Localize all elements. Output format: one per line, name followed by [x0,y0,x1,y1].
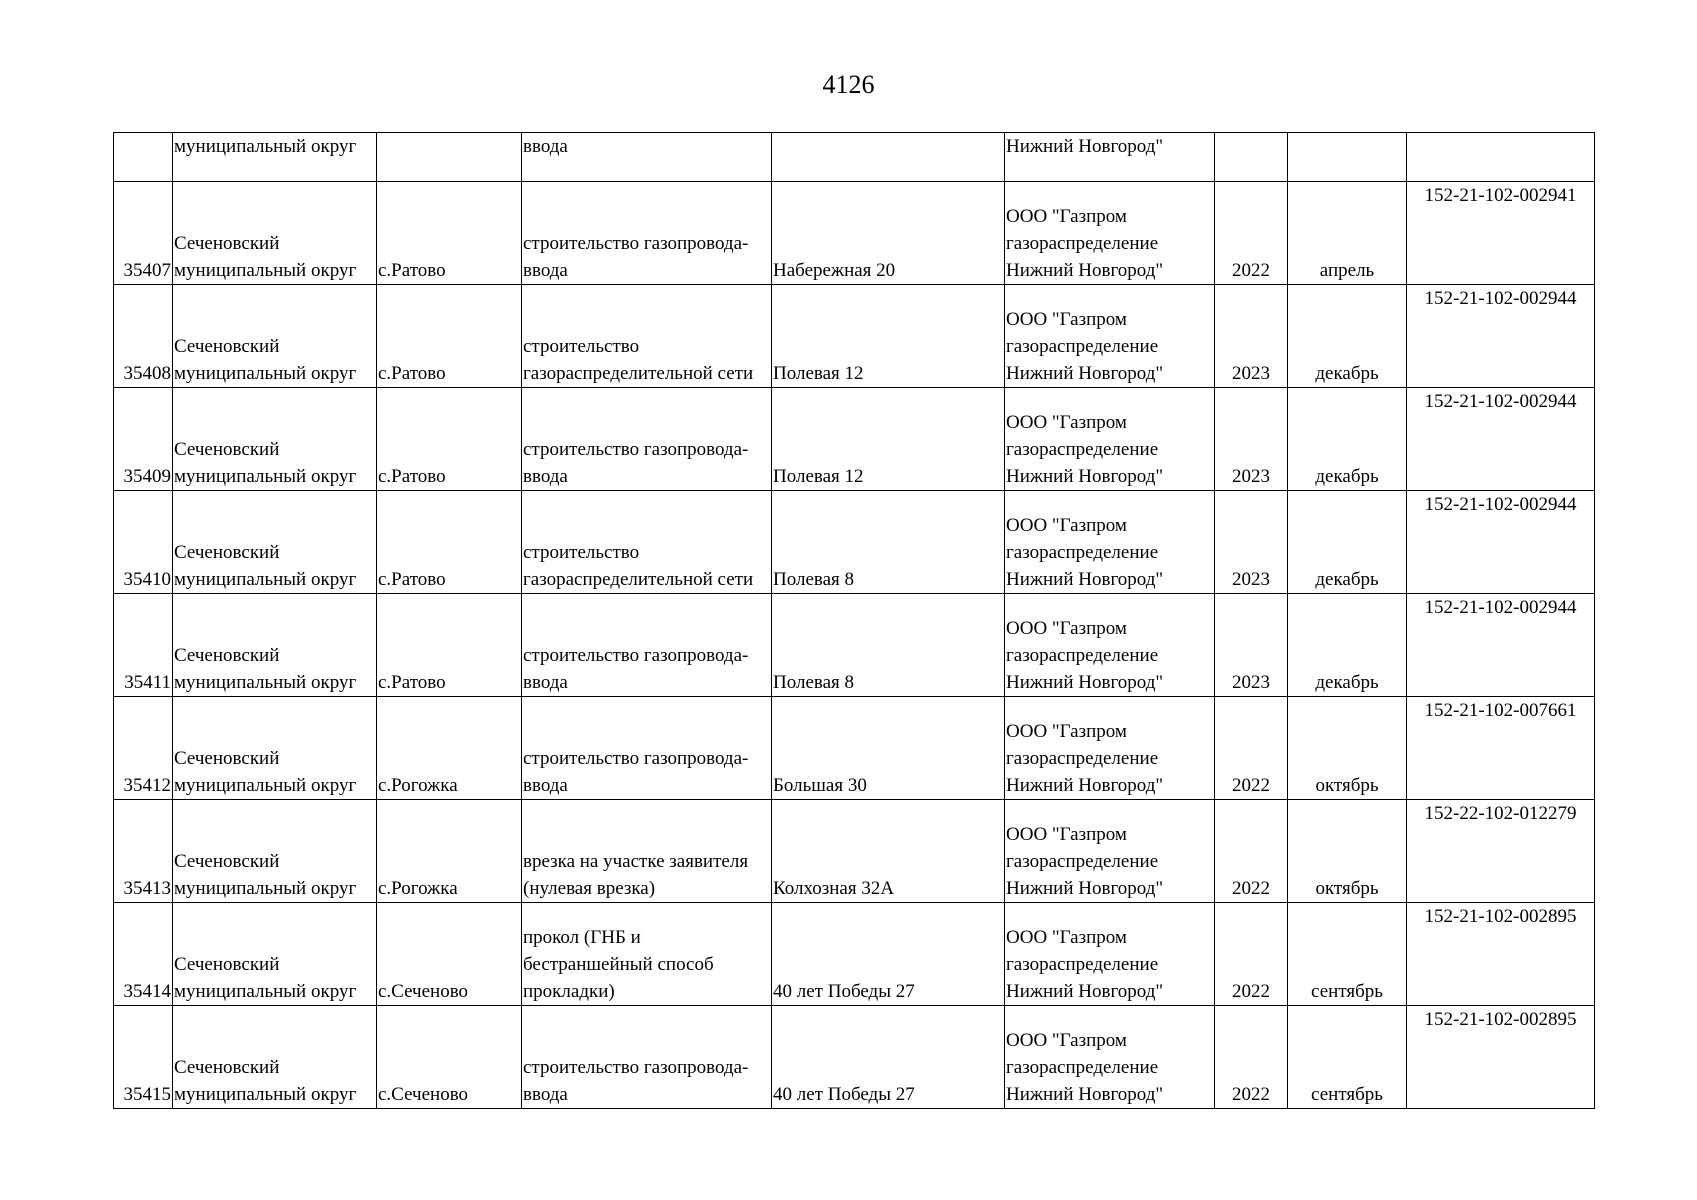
cell-work-line: строительство газопровода- [523,1057,749,1078]
cell-settlement: с.Сеченово [377,1006,522,1109]
cell-org-line: газораспределение [1006,336,1159,357]
cell-org-line: ООО "Газпром [1006,618,1127,639]
cell-num: 35410 [114,491,173,594]
cell-month: сентябрь [1288,1006,1407,1109]
cell-org-line: Нижний Новгород" [1006,260,1164,281]
cell-work-line: ввода [523,1084,568,1105]
cell-settlement: с.Сеченово [377,903,522,1006]
cell-address: Большая 30 [772,697,1005,800]
cell-org [1005,491,1215,594]
cell-district-line: Сеченовский [174,851,280,872]
cell-district-line: муниципальный округ [174,466,357,487]
cell-district-line: муниципальный округ [174,878,357,899]
cell-org-line: ООО "Газпром [1006,721,1127,742]
cell-address: Полевая 12 [772,285,1005,388]
cell-org [1005,800,1215,903]
cell-code: 152-21-102-002944 [1407,285,1595,388]
cell-org-line: газораспределение [1006,954,1159,975]
cell-org-line: газораспределение [1006,1057,1159,1078]
cell-district-line: Сеченовский [174,954,280,975]
cell-org-line: газораспределение [1006,542,1159,563]
cell-org-line: ООО "Газпром [1006,515,1127,536]
cell-month: октябрь [1288,697,1407,800]
cell-org-line: газораспределение [1006,851,1159,872]
cell-org-line: ООО "Газпром [1006,206,1127,227]
cell-work-line: ввода [523,775,568,796]
cell-org-line: Нижний Новгород" [1006,569,1164,590]
cell-year: 2022 [1215,697,1288,800]
cell-month: декабрь [1288,594,1407,697]
cell-org-line: Нижний Новгород" [1006,672,1164,693]
cell-code: 152-21-102-007661 [1407,697,1595,800]
cell-work [522,285,772,388]
cell-district [173,800,377,903]
cell-org-line: ООО "Газпром [1006,824,1127,845]
cell-address: Колхозная 32А [772,800,1005,903]
table-row [114,1006,1595,1109]
cell-district [173,594,377,697]
cell-district [173,388,377,491]
cell-org-line: Нижний Новгород" [1006,981,1164,1002]
cell-org-line: Нижний Новгород" [1006,363,1164,384]
cell-work-line: строительство [523,336,640,357]
cell-settlement: с.Ратово [377,182,522,285]
cell-address: Полевая 8 [772,594,1005,697]
cell-num: 35409 [114,388,173,491]
cell-year: 2022 [1215,1006,1288,1109]
cell-district: муниципальный округ [173,133,377,182]
cell-address [772,133,1005,182]
cell-org-line: ООО "Газпром [1006,309,1127,330]
cell-work-line: ввода [523,672,568,693]
cell-district [173,285,377,388]
cell-settlement: с.Ратово [377,388,522,491]
cell-district-line: муниципальный округ [174,363,357,384]
cell-work: ввода [522,133,772,182]
cell-num: 35413 [114,800,173,903]
cell-district-line: муниципальный округ [174,569,357,590]
cell-district-line: муниципальный округ [174,672,357,693]
cell-org-line: ООО "Газпром [1006,1030,1127,1051]
cell-org-line: газораспределение [1006,645,1159,666]
cell-work-line: ввода [523,260,568,281]
cell-work [522,182,772,285]
cell-work-line: прокладки) [523,981,615,1002]
cell-code: 152-21-102-002895 [1407,903,1595,1006]
cell-address: Полевая 12 [772,388,1005,491]
table-row [114,800,1595,903]
cell-code [1407,133,1595,182]
cell-work-line: строительство газопровода- [523,439,749,460]
cell-org: Нижний Новгород" [1005,133,1215,182]
cell-district [173,182,377,285]
cell-code: 152-22-102-012279 [1407,800,1595,903]
cell-work-line: строительство [523,542,640,563]
cell-code: 152-21-102-002944 [1407,594,1595,697]
continuation-row [114,133,1595,182]
cell-work-line: строительство газопровода- [523,748,749,769]
cell-org [1005,285,1215,388]
cell-work-line: строительство газопровода- [523,645,749,666]
table-row [114,491,1595,594]
cell-settlement: с.Ратово [377,491,522,594]
cell-address: Набережная 20 [772,182,1005,285]
cell-org [1005,697,1215,800]
cell-org-line: Нижний Новгород" [1006,775,1164,796]
cell-work-line: бестраншейный способ [523,954,714,975]
table-row [114,182,1595,285]
cell-district-line: муниципальный округ [174,775,357,796]
cell-org-line: газораспределение [1006,233,1159,254]
cell-year: 2022 [1215,800,1288,903]
page-number: 4126 [822,70,875,99]
cell-settlement: с.Рогожка [377,800,522,903]
cell-district-line: Сеченовский [174,233,280,254]
cell-month [1288,133,1407,182]
cell-org-line: ООО "Газпром [1006,927,1127,948]
cell-work-line: ввода [523,466,568,487]
cell-num: 35411 [114,594,173,697]
cell-year [1215,133,1288,182]
cell-num: 35412 [114,697,173,800]
cell-district [173,491,377,594]
cell-year: 2023 [1215,491,1288,594]
cell-work [522,491,772,594]
cell-settlement: с.Рогожка [377,697,522,800]
table-row [114,594,1595,697]
cell-month: сентябрь [1288,903,1407,1006]
cell-work-line: (нулевая врезка) [523,878,656,899]
cell-year: 2022 [1215,182,1288,285]
table-row [114,285,1595,388]
cell-settlement: с.Ратово [377,285,522,388]
cell-month: октябрь [1288,800,1407,903]
cell-work-line: газораспределительной сети [523,363,754,384]
cell-month: апрель [1288,182,1407,285]
cell-work [522,388,772,491]
cell-district-line: муниципальный округ [174,981,357,1002]
cell-work [522,594,772,697]
cell-district-line: муниципальный округ [174,260,357,281]
cell-num: 35415 [114,1006,173,1109]
cell-district-line: Сеченовский [174,542,280,563]
gas-connection-table [113,132,1595,1109]
cell-org [1005,594,1215,697]
table-row [114,388,1595,491]
cell-district-line: Сеченовский [174,439,280,460]
cell-year: 2023 [1215,285,1288,388]
cell-year: 2023 [1215,388,1288,491]
cell-org [1005,182,1215,285]
cell-district-line: Сеченовский [174,336,280,357]
cell-district-line: муниципальный округ [174,1084,357,1105]
cell-month: декабрь [1288,491,1407,594]
cell-work-line: врезка на участке заявителя [523,851,749,872]
cell-num [114,133,173,182]
cell-work-line: строительство газопровода- [523,233,749,254]
cell-work-line: прокол (ГНБ и [523,927,641,948]
cell-org-line: газораспределение [1006,439,1159,460]
cell-num: 35408 [114,285,173,388]
cell-month: декабрь [1288,388,1407,491]
table-row [114,903,1595,1006]
cell-settlement [377,133,522,182]
cell-org [1005,1006,1215,1109]
cell-district [173,903,377,1006]
cell-district [173,1006,377,1109]
cell-district-line: Сеченовский [174,645,280,666]
cell-address: Полевая 8 [772,491,1005,594]
cell-org [1005,903,1215,1006]
cell-code: 152-21-102-002895 [1407,1006,1595,1109]
cell-address: 40 лет Победы 27 [772,1006,1005,1109]
cell-org-line: Нижний Новгород" [1006,1084,1164,1105]
cell-org [1005,388,1215,491]
cell-district [173,697,377,800]
cell-work-line: газораспределительной сети [523,569,754,590]
cell-address: 40 лет Победы 27 [772,903,1005,1006]
cell-district-line: Сеченовский [174,748,280,769]
cell-work [522,697,772,800]
cell-work [522,800,772,903]
cell-num: 35414 [114,903,173,1006]
cell-code: 152-21-102-002941 [1407,182,1595,285]
cell-settlement: с.Ратово [377,594,522,697]
cell-code: 152-21-102-002944 [1407,388,1595,491]
cell-month: декабрь [1288,285,1407,388]
cell-org-line: Нижний Новгород" [1006,466,1164,487]
cell-org-line: Нижний Новгород" [1006,878,1164,899]
cell-district-line: Сеченовский [174,1057,280,1078]
cell-org-line: ООО "Газпром [1006,412,1127,433]
cell-work [522,1006,772,1109]
cell-work [522,903,772,1006]
cell-code: 152-21-102-002944 [1407,491,1595,594]
cell-year: 2023 [1215,594,1288,697]
cell-num: 35407 [114,182,173,285]
cell-year: 2022 [1215,903,1288,1006]
cell-org-line: газораспределение [1006,748,1159,769]
table-row [114,697,1595,800]
